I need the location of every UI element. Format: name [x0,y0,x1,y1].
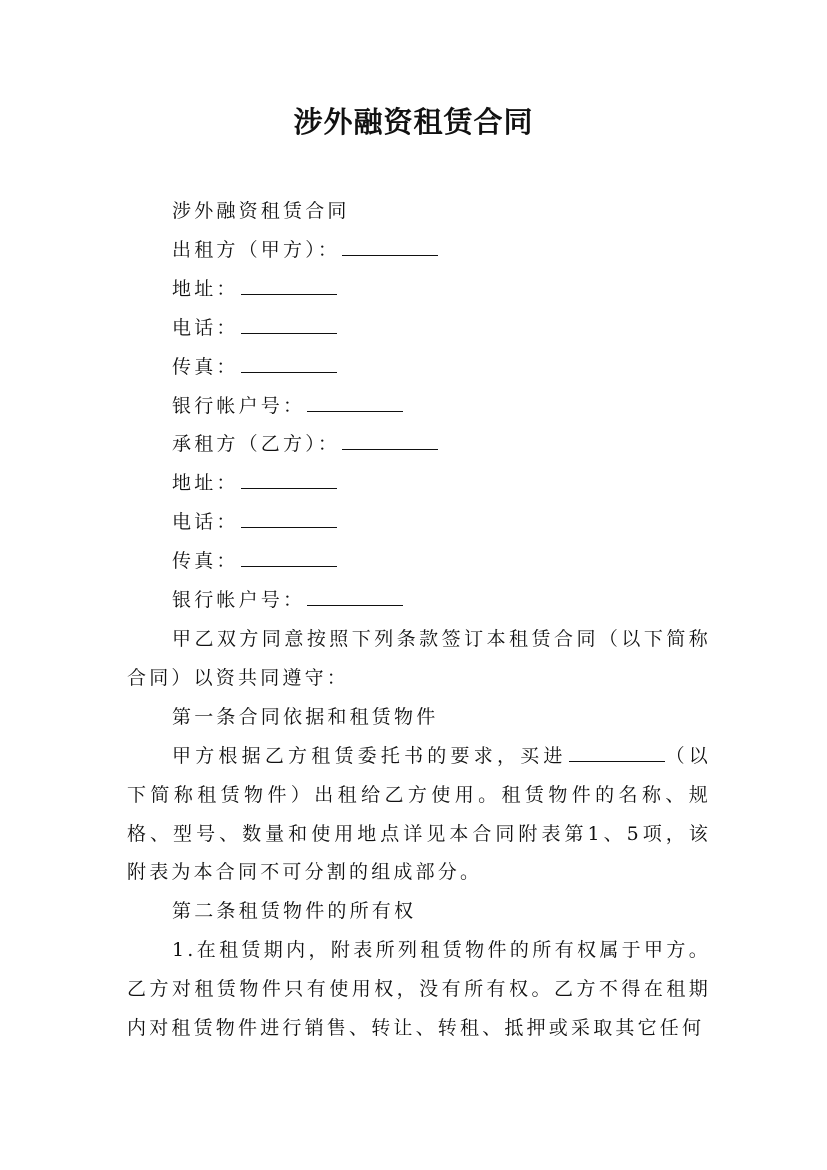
lessee-party-blank [342,431,438,450]
lessee-party-line [127,425,711,464]
lessor-bank-line [127,387,711,426]
document-title: 涉外融资租赁合同 [293,105,534,139]
article1-heading: 第一条合同依据和租赁物件 [172,705,439,728]
lessor-address-line [127,270,711,309]
lessor-fax-blank [241,354,337,373]
lessee-phone-blank [241,509,337,528]
lessor-party-label: 出租方（甲方）： [172,238,341,261]
article1-text-before-blank: 甲方根据乙方租赁委托书的要求，买进 [172,744,567,767]
lessor-phone-line [127,309,711,348]
article1-item-blank [569,743,665,762]
lessor-fax-label: 传真： [172,355,239,378]
lessee-phone-label: 电话： [172,511,239,534]
lessor-address-label: 地址： [172,277,239,300]
lessor-party-blank [342,237,438,256]
lessee-address-label: 地址： [172,472,239,495]
lessee-bank-blank [307,587,403,606]
lessor-phone-label: 电话： [172,316,239,339]
lessee-fax-line [127,542,711,581]
lessor-party-line [127,231,711,270]
lessor-bank-blank [307,393,403,412]
lessee-address-line [127,464,711,503]
lessee-party-label: 承租方（乙方）： [172,433,341,456]
article1-paragraph [127,737,711,893]
lessor-fax-line [127,348,711,387]
intro-paragraph: 甲乙双方同意按照下列条款签订本租赁合同（以下简称合同）以资共同遵守： [127,627,711,689]
document-body [127,192,711,1048]
contract-subtitle: 涉外融资租赁合同 [172,200,350,222]
lessee-bank-label: 银行帐户号： [172,589,306,612]
lessee-bank-line [127,581,711,620]
lessee-phone-line [127,503,711,542]
lessor-phone-blank [241,315,337,334]
lessee-address-blank [241,470,337,489]
lessor-bank-label: 银行帐户号： [172,394,306,417]
article2-clause1: 1.在租赁期内，附表所列租赁物件的所有权属于甲方。乙方对租赁物件只有使用权，没有所有权。乙方不得在租期内对租赁物件进行销售、转让、转租、抵押或采取其它任何 [127,939,711,1040]
article2-heading: 第二条租赁物件的所有权 [172,900,417,923]
lessee-fax-blank [241,548,337,567]
lessor-address-blank [241,276,337,295]
article1-text-after-blank: （以下简称租赁物件）出租给乙方使用。租赁物件的名称、规格、型号、数量和使用地点详见本合同附表第1、5项，该附表为本合同不可分割的组成部分。 [127,744,711,884]
lessee-fax-label: 传真： [172,550,239,573]
